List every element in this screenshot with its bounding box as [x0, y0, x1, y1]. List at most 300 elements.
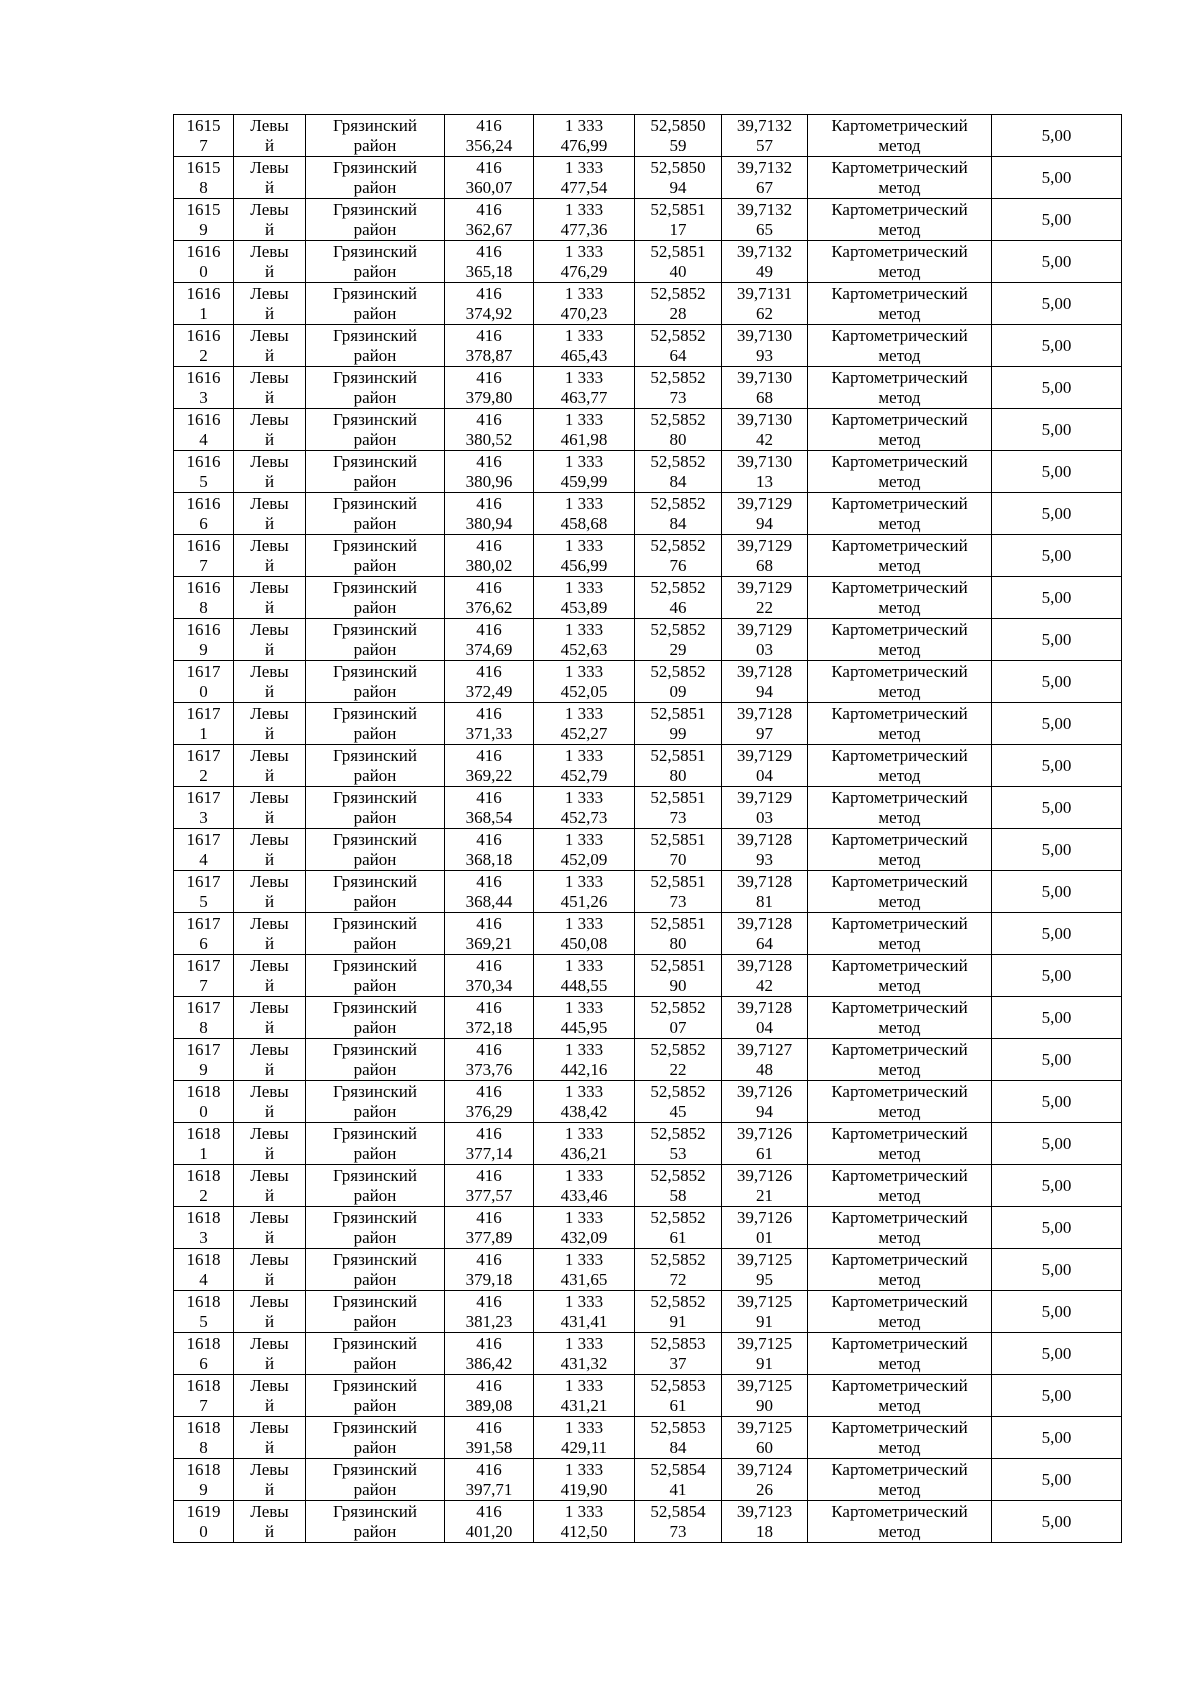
- method-line-2: метод: [878, 1227, 921, 1247]
- table-row: [174, 1165, 1122, 1207]
- district-line-1: Грязинский: [333, 1207, 417, 1227]
- coord-y-cell: [534, 157, 635, 199]
- coord-x-line-2: 371,33: [465, 723, 513, 743]
- bank-side-cell: [234, 283, 306, 325]
- latitude-line-2: 80: [669, 765, 687, 785]
- coord-x-cell: [445, 199, 534, 241]
- table-row: [174, 1417, 1122, 1459]
- point-number-line-1: 1615: [186, 157, 221, 177]
- longitude-line-2: 49: [756, 261, 773, 281]
- latitude-line-1: 52,5852: [650, 577, 706, 597]
- longitude-line-1: 39,7127: [736, 1039, 793, 1059]
- coord-x-line-1: 416: [476, 199, 502, 219]
- latitude-cell: [635, 241, 722, 283]
- longitude-line-2: 67: [756, 177, 773, 197]
- coord-x-line-2: 389,08: [465, 1395, 513, 1415]
- point-number-cell: [174, 157, 234, 199]
- coord-x-line-1: 416: [476, 157, 502, 177]
- coord-y-line-2: 448,55: [560, 975, 608, 995]
- method-cell: [808, 115, 992, 157]
- longitude-cell: [722, 1207, 808, 1249]
- longitude-cell: [722, 115, 808, 157]
- district-line-2: район: [353, 1269, 397, 1289]
- longitude-cell: [722, 1375, 808, 1417]
- method-cell: [808, 1459, 992, 1501]
- bank-side-line-1: Левы: [250, 955, 289, 975]
- coord-x-line-1: 416: [476, 1333, 502, 1353]
- coord-x-line-1: 416: [476, 787, 502, 807]
- point-number-cell: [174, 997, 234, 1039]
- bank-side-line-1: Левы: [250, 787, 289, 807]
- coord-y-line-2: 429,11: [560, 1437, 608, 1457]
- district-line-2: район: [353, 1059, 397, 1079]
- longitude-line-1: 39,7126: [736, 1081, 793, 1101]
- coord-y-line-2: 436,21: [560, 1143, 608, 1163]
- table-row: [174, 913, 1122, 955]
- coord-x-cell: [445, 451, 534, 493]
- table-row: [174, 619, 1122, 661]
- bank-side-line-1: Левы: [250, 409, 289, 429]
- bank-side-cell: [234, 1165, 306, 1207]
- point-number-line-2: 8: [199, 597, 208, 617]
- longitude-line-1: 39,7125: [736, 1291, 793, 1311]
- latitude-line-2: 73: [669, 807, 687, 827]
- longitude-line-2: 60: [756, 1437, 773, 1457]
- coord-x-line-2: 360,07: [465, 177, 513, 197]
- coord-y-line-1: 1 333: [564, 1291, 604, 1311]
- coord-y-cell: [534, 703, 635, 745]
- accuracy-cell: 5,00: [992, 1333, 1122, 1375]
- longitude-cell: [722, 1081, 808, 1123]
- method-line-1: Картометрический: [831, 997, 968, 1017]
- method-cell: [808, 451, 992, 493]
- point-number-line-1: 1618: [186, 1123, 221, 1143]
- method-line-1: Картометрический: [831, 1417, 968, 1437]
- longitude-line-2: 26: [756, 1479, 773, 1499]
- coord-y-line-1: 1 333: [564, 829, 604, 849]
- coord-y-line-2: 432,09: [560, 1227, 608, 1247]
- coord-x-line-1: 416: [476, 997, 502, 1017]
- longitude-line-2: 91: [756, 1311, 773, 1331]
- accuracy-cell: 5,00: [992, 997, 1122, 1039]
- accuracy-cell: 5,00: [992, 787, 1122, 829]
- bank-side-cell: [234, 913, 306, 955]
- bank-side-line-1: Левы: [250, 1081, 289, 1101]
- method-cell: [808, 535, 992, 577]
- district-cell: [306, 1081, 445, 1123]
- longitude-line-2: 21: [756, 1185, 773, 1205]
- method-line-1: Картометрический: [831, 199, 968, 219]
- longitude-cell: [722, 493, 808, 535]
- bank-side-line-1: Левы: [250, 619, 289, 639]
- point-number-line-2: 4: [199, 849, 208, 869]
- point-number-line-1: 1616: [186, 367, 221, 387]
- district-line-1: Грязинский: [333, 577, 417, 597]
- longitude-line-1: 39,7129: [736, 745, 793, 765]
- point-number-line-2: 5: [199, 471, 208, 491]
- coord-x-cell: [445, 913, 534, 955]
- bank-side-line-2: й: [264, 1479, 275, 1499]
- point-number-line-1: 1618: [186, 1081, 221, 1101]
- accuracy-cell: 5,00: [992, 661, 1122, 703]
- method-cell: [808, 871, 992, 913]
- bank-side-cell: [234, 1207, 306, 1249]
- bank-side-cell: [234, 325, 306, 367]
- accuracy-cell: 5,00: [992, 367, 1122, 409]
- bank-side-cell: [234, 1291, 306, 1333]
- latitude-line-2: 61: [669, 1227, 687, 1247]
- method-line-2: метод: [878, 765, 921, 785]
- coord-y-line-2: 476,99: [560, 135, 608, 155]
- coord-y-line-2: 451,26: [560, 891, 608, 911]
- method-line-1: Картометрический: [831, 829, 968, 849]
- district-line-1: Грязинский: [333, 241, 417, 261]
- accuracy-cell: 5,00: [992, 1039, 1122, 1081]
- district-line-2: район: [353, 219, 397, 239]
- bank-side-line-1: Левы: [250, 1417, 289, 1437]
- method-line-1: Картометрический: [831, 745, 968, 765]
- coord-x-line-2: 381,23: [465, 1311, 513, 1331]
- coord-y-line-1: 1 333: [564, 1249, 604, 1269]
- table-row: [174, 325, 1122, 367]
- method-line-2: метод: [878, 219, 921, 239]
- coord-y-line-1: 1 333: [564, 1501, 604, 1521]
- method-line-2: метод: [878, 261, 921, 281]
- coord-x-line-2: 356,24: [465, 135, 513, 155]
- method-line-2: метод: [878, 1479, 921, 1499]
- district-cell: [306, 787, 445, 829]
- longitude-line-1: 39,7130: [736, 409, 793, 429]
- coord-x-line-1: 416: [476, 1417, 502, 1437]
- method-cell: [808, 1123, 992, 1165]
- coord-y-line-1: 1 333: [564, 1459, 604, 1479]
- coord-x-cell: [445, 1207, 534, 1249]
- point-number-cell: [174, 1207, 234, 1249]
- latitude-line-1: 52,5852: [650, 367, 706, 387]
- coord-x-line-1: 416: [476, 1081, 502, 1101]
- bank-side-line-1: Левы: [250, 1123, 289, 1143]
- longitude-line-1: 39,7132: [736, 241, 793, 261]
- bank-side-cell: [234, 619, 306, 661]
- latitude-line-2: 45: [669, 1101, 687, 1121]
- longitude-line-2: 91: [756, 1353, 773, 1373]
- latitude-line-1: 52,5852: [650, 493, 706, 513]
- method-line-2: метод: [878, 555, 921, 575]
- point-number-line-2: 8: [199, 177, 208, 197]
- point-number-line-2: 5: [199, 1311, 208, 1331]
- point-number-line-1: 1616: [186, 451, 221, 471]
- district-cell: [306, 199, 445, 241]
- table-row: [174, 409, 1122, 451]
- coord-x-line-1: 416: [476, 1291, 502, 1311]
- district-line-2: район: [353, 807, 397, 827]
- bank-side-line-1: Левы: [250, 661, 289, 681]
- point-number-line-2: 2: [199, 1185, 208, 1205]
- coord-x-line-2: 369,21: [465, 933, 513, 953]
- bank-side-cell: [234, 997, 306, 1039]
- method-line-1: Картометрический: [831, 703, 968, 723]
- latitude-line-2: 59: [669, 135, 687, 155]
- district-line-1: Грязинский: [333, 1417, 417, 1437]
- method-line-2: метод: [878, 1101, 921, 1121]
- coord-x-line-1: 416: [476, 241, 502, 261]
- longitude-cell: [722, 451, 808, 493]
- district-line-1: Грязинский: [333, 997, 417, 1017]
- point-number-cell: [174, 451, 234, 493]
- latitude-line-1: 52,5852: [650, 1123, 706, 1143]
- longitude-line-2: 64: [756, 933, 773, 953]
- coord-x-cell: [445, 1081, 534, 1123]
- method-cell: [808, 703, 992, 745]
- table-row: [174, 1081, 1122, 1123]
- point-number-cell: [174, 787, 234, 829]
- method-cell: [808, 997, 992, 1039]
- coord-x-line-1: 416: [476, 1207, 502, 1227]
- latitude-line-2: 61: [669, 1395, 687, 1415]
- method-line-1: Картометрический: [831, 661, 968, 681]
- coord-y-line-1: 1 333: [564, 325, 604, 345]
- district-line-2: район: [353, 513, 397, 533]
- accuracy-cell: 5,00: [992, 1123, 1122, 1165]
- longitude-cell: [722, 1249, 808, 1291]
- district-line-1: Грязинский: [333, 115, 417, 135]
- coord-x-line-2: 374,69: [465, 639, 513, 659]
- coord-x-cell: [445, 703, 534, 745]
- point-number-line-1: 1616: [186, 241, 221, 261]
- district-line-1: Грязинский: [333, 1459, 417, 1479]
- longitude-line-2: 04: [756, 1017, 773, 1037]
- bank-side-cell: [234, 745, 306, 787]
- bank-side-cell: [234, 115, 306, 157]
- accuracy-cell: 5,00: [992, 619, 1122, 661]
- point-number-cell: [174, 199, 234, 241]
- longitude-line-1: 39,7129: [736, 577, 793, 597]
- bank-side-line-1: Левы: [250, 115, 289, 135]
- method-line-1: Картометрический: [831, 619, 968, 639]
- longitude-line-1: 39,7132: [736, 157, 793, 177]
- coord-x-line-1: 416: [476, 1123, 502, 1143]
- longitude-line-1: 39,7128: [736, 661, 793, 681]
- method-cell: [808, 283, 992, 325]
- bank-side-line-2: й: [264, 1395, 275, 1415]
- bank-side-cell: [234, 1123, 306, 1165]
- coord-x-cell: [445, 661, 534, 703]
- point-number-line-2: 5: [199, 891, 208, 911]
- district-line-1: Грязинский: [333, 1291, 417, 1311]
- longitude-line-2: 65: [756, 219, 773, 239]
- district-cell: [306, 577, 445, 619]
- longitude-cell: [722, 283, 808, 325]
- coord-x-cell: [445, 829, 534, 871]
- latitude-cell: [635, 1081, 722, 1123]
- method-cell: [808, 577, 992, 619]
- coord-y-line-1: 1 333: [564, 955, 604, 975]
- longitude-line-2: 13: [756, 471, 773, 491]
- coord-x-line-1: 416: [476, 1501, 502, 1521]
- latitude-line-2: 94: [669, 177, 687, 197]
- method-line-2: метод: [878, 807, 921, 827]
- point-number-line-1: 1618: [186, 1249, 221, 1269]
- coord-x-line-1: 416: [476, 325, 502, 345]
- point-number-cell: [174, 493, 234, 535]
- point-number-line-2: 7: [199, 1395, 208, 1415]
- point-number-line-1: 1617: [186, 703, 221, 723]
- coord-x-line-1: 416: [476, 619, 502, 639]
- district-line-1: Грязинский: [333, 1165, 417, 1185]
- longitude-cell: [722, 157, 808, 199]
- coord-y-line-2: 452,63: [560, 639, 608, 659]
- point-number-cell: [174, 1417, 234, 1459]
- longitude-line-2: 93: [756, 849, 773, 869]
- method-line-2: метод: [878, 1017, 921, 1037]
- method-line-1: Картометрический: [831, 1165, 968, 1185]
- table-row: [174, 745, 1122, 787]
- coord-y-cell: [534, 577, 635, 619]
- method-cell: [808, 1501, 992, 1543]
- accuracy-cell: 5,00: [992, 1291, 1122, 1333]
- coord-y-cell: [534, 829, 635, 871]
- latitude-line-1: 52,5852: [650, 325, 706, 345]
- coord-y-line-1: 1 333: [564, 451, 604, 471]
- district-cell: [306, 1207, 445, 1249]
- coord-y-line-1: 1 333: [564, 493, 604, 513]
- bank-side-line-2: й: [264, 387, 275, 407]
- point-number-line-1: 1616: [186, 577, 221, 597]
- bank-side-cell: [234, 241, 306, 283]
- coord-x-line-2: 377,57: [465, 1185, 513, 1205]
- bank-side-cell: [234, 1375, 306, 1417]
- point-number-cell: [174, 1375, 234, 1417]
- coord-y-cell: [534, 367, 635, 409]
- coord-x-line-1: 416: [476, 661, 502, 681]
- longitude-line-2: 57: [756, 135, 773, 155]
- table-row: [174, 703, 1122, 745]
- method-line-2: метод: [878, 975, 921, 995]
- district-cell: [306, 241, 445, 283]
- method-cell: [808, 493, 992, 535]
- table-row: [174, 493, 1122, 535]
- longitude-cell: [722, 199, 808, 241]
- latitude-line-1: 52,5852: [650, 1249, 706, 1269]
- coord-y-cell: [534, 199, 635, 241]
- district-cell: [306, 451, 445, 493]
- accuracy-cell: 5,00: [992, 1501, 1122, 1543]
- method-cell: [808, 619, 992, 661]
- district-cell: [306, 703, 445, 745]
- latitude-cell: [635, 619, 722, 661]
- longitude-line-1: 39,7129: [736, 493, 793, 513]
- bank-side-line-2: й: [264, 765, 275, 785]
- table-row: [174, 577, 1122, 619]
- coord-y-line-2: 452,27: [560, 723, 608, 743]
- district-cell: [306, 1123, 445, 1165]
- latitude-line-1: 52,5852: [650, 1039, 706, 1059]
- bank-side-line-2: й: [264, 1185, 275, 1205]
- point-number-cell: [174, 241, 234, 283]
- coord-x-line-2: 370,34: [465, 975, 513, 995]
- district-line-2: район: [353, 303, 397, 323]
- table-row: [174, 1501, 1122, 1543]
- accuracy-cell: 5,00: [992, 283, 1122, 325]
- point-number-cell: [174, 955, 234, 997]
- coord-x-line-1: 416: [476, 1459, 502, 1479]
- method-line-2: метод: [878, 1143, 921, 1163]
- district-line-2: район: [353, 597, 397, 617]
- coord-x-cell: [445, 787, 534, 829]
- latitude-line-2: 40: [669, 261, 687, 281]
- bank-side-cell: [234, 1081, 306, 1123]
- coord-y-line-1: 1 333: [564, 1081, 604, 1101]
- coord-x-line-2: 380,96: [465, 471, 513, 491]
- longitude-line-2: 03: [756, 807, 773, 827]
- point-number-cell: [174, 577, 234, 619]
- point-number-line-2: 8: [199, 1017, 208, 1037]
- point-number-line-2: 1: [199, 723, 208, 743]
- district-cell: [306, 1417, 445, 1459]
- latitude-line-2: 80: [669, 429, 687, 449]
- coord-x-line-2: 374,92: [465, 303, 513, 323]
- method-cell: [808, 157, 992, 199]
- longitude-line-1: 39,7132: [736, 199, 793, 219]
- district-line-1: Грязинский: [333, 1081, 417, 1101]
- coord-x-cell: [445, 1417, 534, 1459]
- bank-side-line-2: й: [264, 723, 275, 743]
- coord-x-line-1: 416: [476, 913, 502, 933]
- longitude-cell: [722, 829, 808, 871]
- point-number-line-1: 1616: [186, 409, 221, 429]
- coord-y-cell: [534, 535, 635, 577]
- longitude-line-2: 03: [756, 639, 773, 659]
- coord-y-line-1: 1 333: [564, 1417, 604, 1437]
- method-line-1: Картометрический: [831, 1291, 968, 1311]
- district-line-2: район: [353, 1311, 397, 1331]
- coord-x-line-2: 378,87: [465, 345, 513, 365]
- latitude-line-2: 72: [669, 1269, 687, 1289]
- longitude-line-1: 39,7124: [736, 1459, 793, 1479]
- district-cell: [306, 283, 445, 325]
- longitude-line-1: 39,7130: [736, 325, 793, 345]
- bank-side-line-1: Левы: [250, 745, 289, 765]
- district-line-1: Грязинский: [333, 493, 417, 513]
- coord-x-line-2: 369,22: [465, 765, 513, 785]
- bank-side-line-1: Левы: [250, 1249, 289, 1269]
- method-cell: [808, 787, 992, 829]
- district-line-2: район: [353, 261, 397, 281]
- method-cell: [808, 1291, 992, 1333]
- coord-x-cell: [445, 241, 534, 283]
- point-number-line-2: 6: [199, 933, 208, 953]
- point-number-line-2: 9: [199, 1059, 208, 1079]
- point-number-line-1: 1618: [186, 1333, 221, 1353]
- bank-side-line-2: й: [264, 345, 275, 365]
- coord-x-cell: [445, 283, 534, 325]
- method-line-1: Картометрический: [831, 535, 968, 555]
- coord-x-line-1: 416: [476, 535, 502, 555]
- coord-x-cell: [445, 409, 534, 451]
- bank-side-cell: [234, 451, 306, 493]
- coord-y-line-2: 450,08: [560, 933, 608, 953]
- coord-x-cell: [445, 955, 534, 997]
- accuracy-cell: 5,00: [992, 955, 1122, 997]
- latitude-cell: [635, 787, 722, 829]
- method-line-1: Картометрический: [831, 1039, 968, 1059]
- table-row: [174, 199, 1122, 241]
- coord-y-line-1: 1 333: [564, 199, 604, 219]
- district-line-1: Грязинский: [333, 787, 417, 807]
- bank-side-cell: [234, 703, 306, 745]
- accuracy-cell: 5,00: [992, 535, 1122, 577]
- coord-y-line-1: 1 333: [564, 661, 604, 681]
